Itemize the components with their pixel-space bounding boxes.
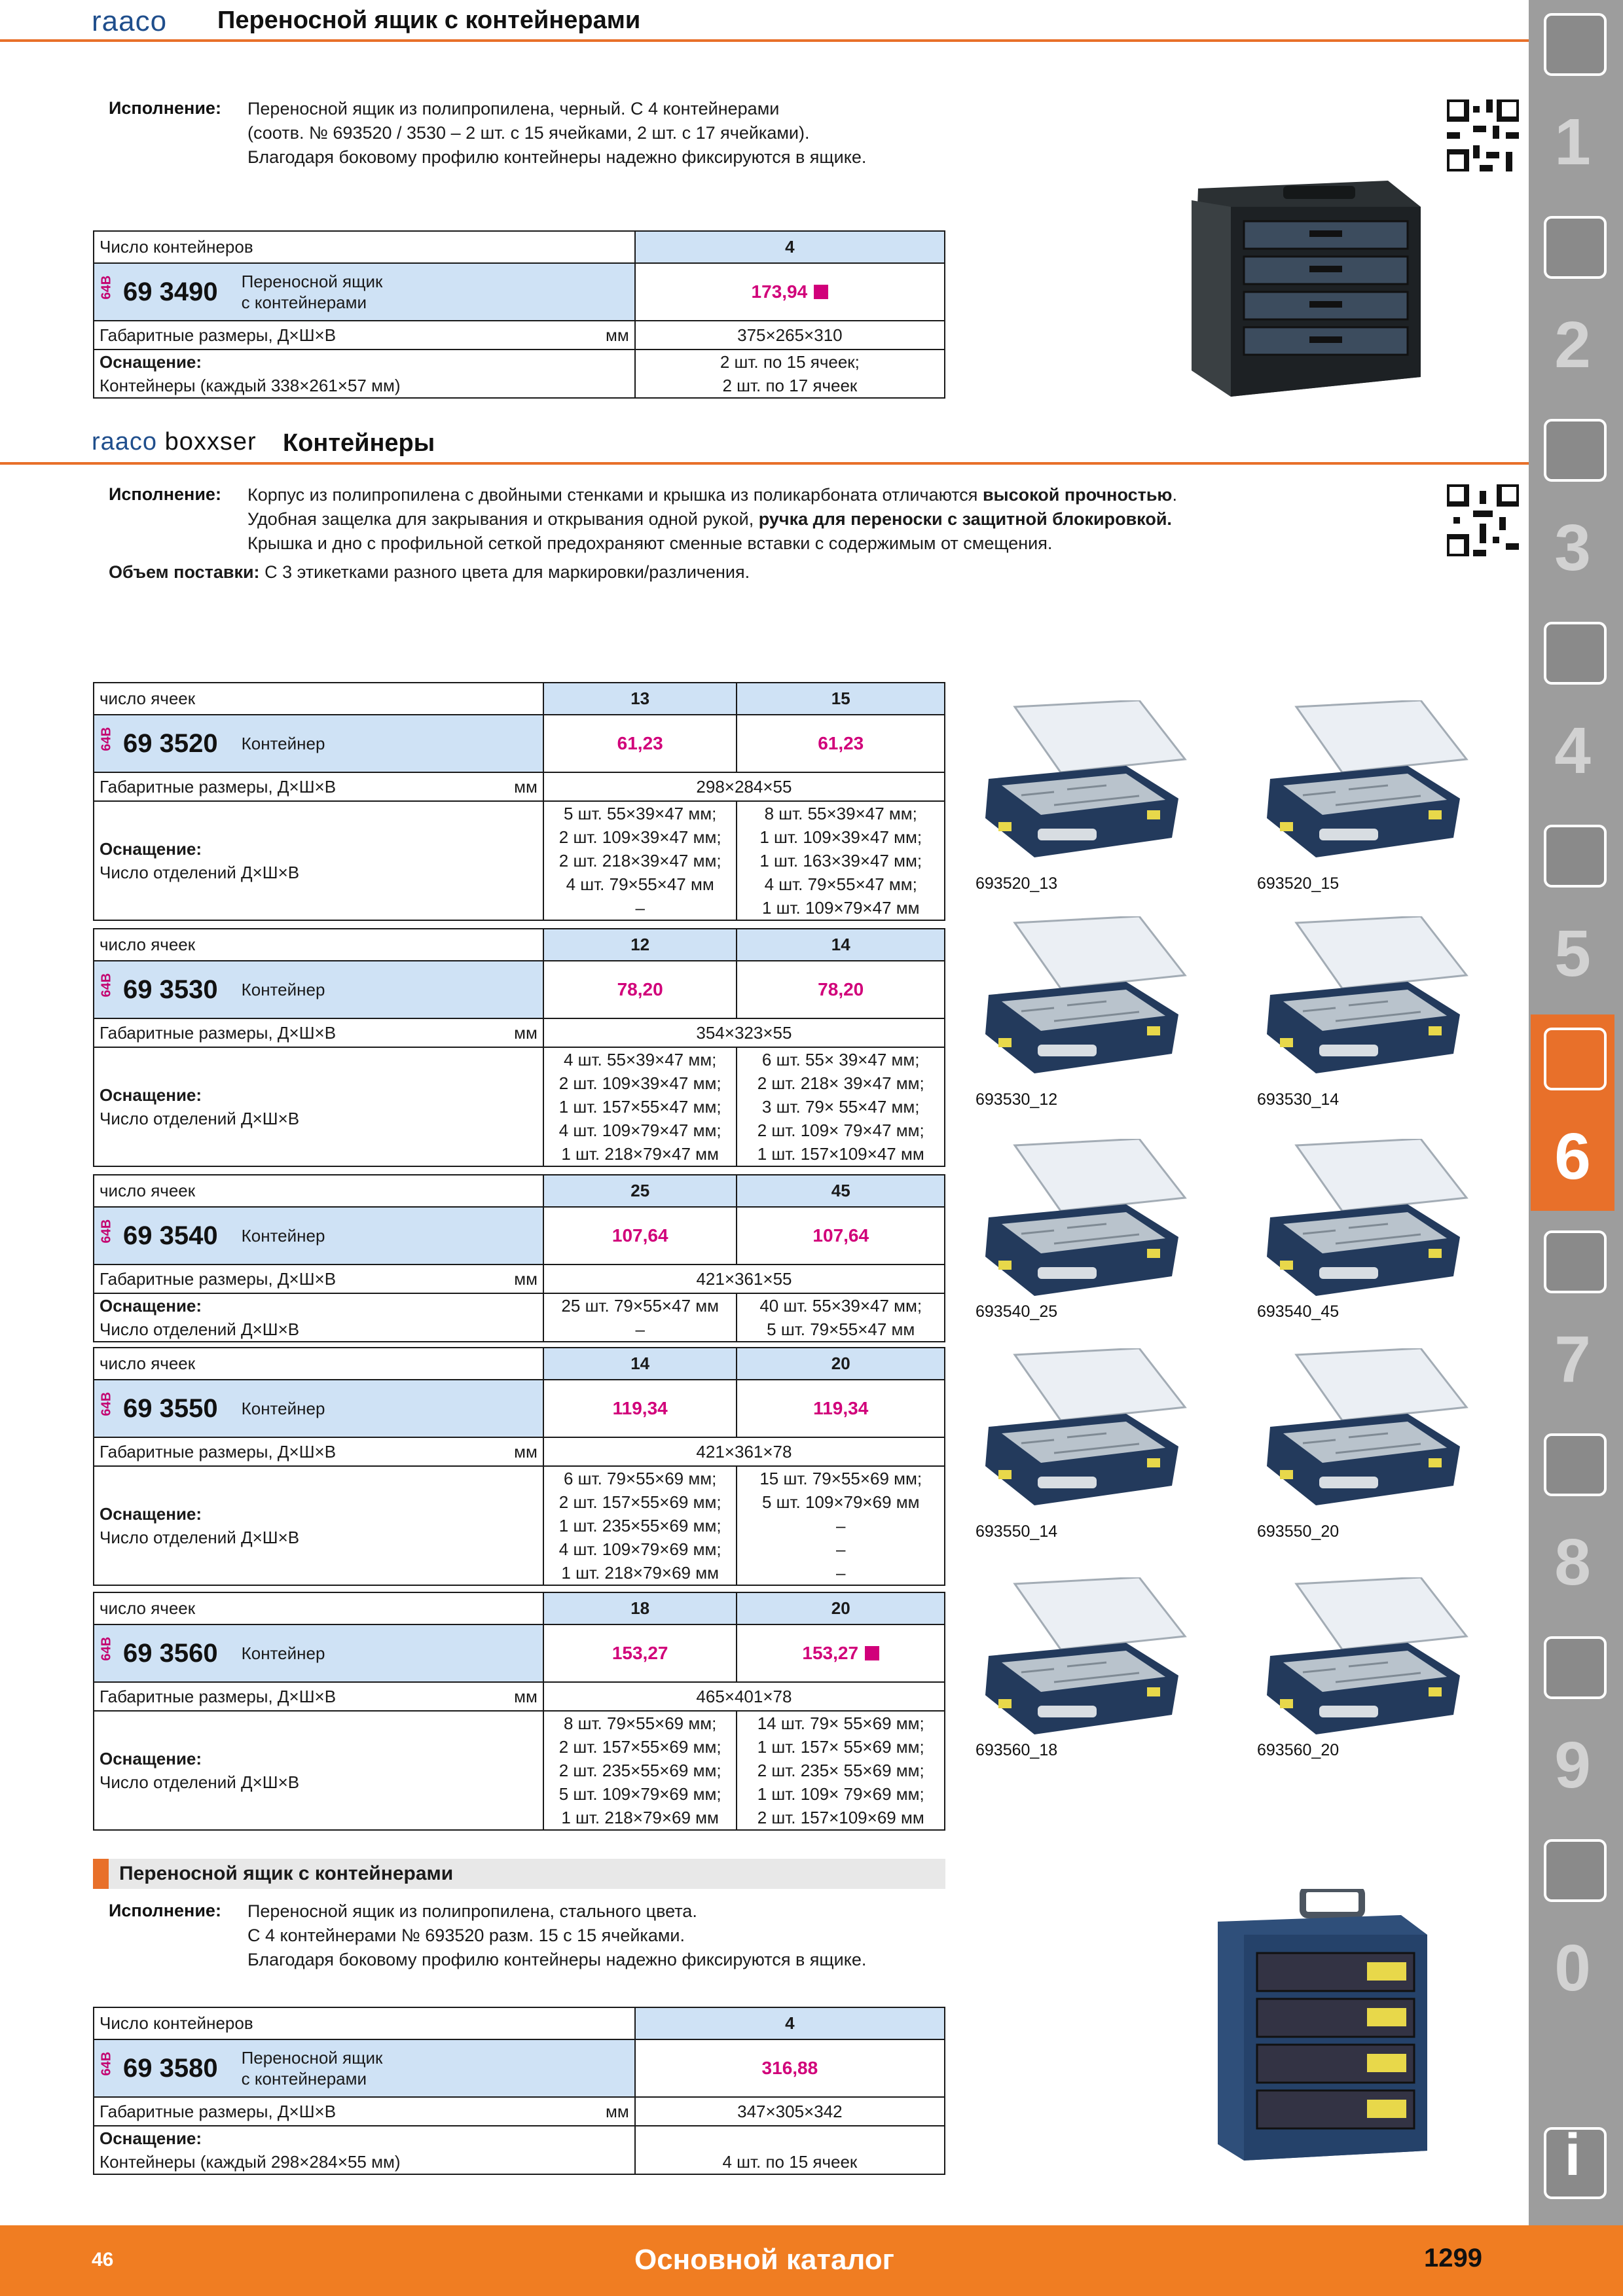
chapter-number: 4	[1554, 714, 1591, 787]
article-number: 69 3580	[123, 2053, 218, 2083]
article-cell	[94, 1207, 543, 1265]
header-value: 4	[635, 2007, 945, 2039]
section2-title: Контейнеры	[283, 429, 435, 457]
table-693560	[93, 1592, 945, 1831]
container-image	[976, 1348, 1192, 1525]
section2-exec-label: Исполнение:	[109, 484, 221, 504]
price: 316,88	[635, 2039, 945, 2097]
chapter-number: 1	[1554, 105, 1591, 179]
equipment-col-2: 15 шт. 79×55×69 мм; 5 шт. 109×79×69 мм – – –	[737, 1466, 945, 1585]
image-caption: 693540_25	[976, 1302, 1058, 1321]
chapter-icon	[1544, 622, 1607, 685]
chapter-icon	[1544, 13, 1607, 76]
footer-catalog-title: Основной каталог	[634, 2244, 894, 2276]
section3-exec-label: Исполнение:	[109, 1901, 221, 1920]
raaco-logo: raaco boxxser	[92, 428, 257, 456]
chapter-number: 6	[1554, 1120, 1591, 1193]
image-caption: 693550_20	[1257, 1522, 1340, 1541]
cells-count-1: 18	[543, 1592, 737, 1624]
header-label: число ячеек	[94, 929, 543, 961]
chapter-icon	[1544, 419, 1607, 482]
table-693580	[93, 2007, 945, 2175]
article-cell	[94, 1624, 543, 1682]
chapter-tab-9[interactable]	[1531, 1623, 1614, 1820]
chapter-icon	[1544, 825, 1607, 888]
supply-text: Объем поставки: С 3 этикетками разного цвета для маркировки/различения.	[109, 562, 750, 582]
image-caption: 693560_18	[976, 1741, 1058, 1759]
section3-exec-text: Переносной ящик из полипропилена, стального цвета. С 4 контейнерами № 693520 разм. 15 с 15 ячейками. Благодаря боковому профилю контейнеры надежно фиксируются в ящике.	[247, 1901, 867, 1969]
article-name: Контейнер	[241, 1226, 325, 1246]
dim-label-cell: Габаритные размеры, Д×Ш×В мм	[94, 321, 635, 350]
container-image	[1257, 1139, 1473, 1316]
chapter-icon	[1544, 1433, 1607, 1496]
chapter-number: 3	[1554, 511, 1591, 584]
equipment-label-cell: Оснащение: Число отделений Д×Ш×В	[94, 1466, 543, 1585]
dim-label-cell: Габаритные размеры, Д×Ш×В мм	[94, 1437, 543, 1466]
header-label: число ячеек	[94, 683, 543, 715]
container-image	[1257, 1348, 1473, 1525]
group-tag: 64B	[99, 726, 114, 751]
group-tag: 64B	[99, 1219, 114, 1243]
article-name: Контейнер	[241, 1643, 325, 1663]
equipment-col-1: 6 шт. 79×55×69 мм; 2 шт. 157×55×69 мм; 1 шт. 235×55×69 мм; 4 шт. 109×79×69 мм; 1 шт. 218×79×69 мм	[543, 1466, 737, 1585]
article-cell	[94, 715, 543, 772]
chapter-number: 9	[1554, 1729, 1591, 1802]
container-image	[976, 1577, 1192, 1754]
steel-carry-case-image	[1205, 1889, 1440, 2164]
header-label: число ячеек	[94, 1175, 543, 1207]
chapter-tab-0[interactable]	[1531, 1826, 1614, 2022]
qr-code-icon	[1447, 484, 1519, 556]
container-image	[1257, 1577, 1473, 1754]
image-caption: 693560_20	[1257, 1741, 1340, 1759]
equipment-col-2: 8 шт. 55×39×47 мм; 1 шт. 109×39×47 мм; 1 шт. 163×39×47 мм; 4 шт. 79×55×47 мм; 1 шт. 109×79×47 мм	[737, 801, 945, 920]
article-name: Контейнер	[241, 734, 325, 753]
cells-count-2: 15	[737, 683, 945, 715]
group-tag: 64B	[99, 2051, 114, 2075]
chapter-tab-2[interactable]	[1531, 203, 1614, 399]
chapter-tab-3[interactable]	[1531, 406, 1614, 602]
article-number: 69 3520	[123, 728, 218, 758]
chapter-icon	[1544, 216, 1607, 279]
equipment-label-cell: Оснащение: Контейнеры (каждый 298×284×55 мм)	[94, 2126, 635, 2174]
dim-label-cell: Габаритные размеры, Д×Ш×В мм	[94, 1265, 543, 1293]
dim-value: 375×265×310	[635, 321, 945, 350]
article-name: Переносной ящик с контейнерами	[241, 2048, 383, 2089]
price: 173,94	[751, 281, 808, 302]
group-tag: 64B	[99, 1636, 114, 1660]
image-caption: 693520_15	[1257, 874, 1340, 893]
image-caption: 693550_14	[976, 1522, 1058, 1541]
equipment-col-2: 6 шт. 55× 39×47 мм; 2 шт. 218× 39×47 мм; 3 шт. 79× 55×47 мм; 2 шт. 109× 79×47 мм; 1 шт. 157×109×47 мм	[737, 1047, 945, 1166]
section1-exec-text: Переносной ящик из полипропилена, черный. С 4 контейнерами (соотв. № 693520 / 3530 – 2 шт. с 15 ячейками, 2 шт. с 17 ячейками). Благодаря боковому профилю контейнеры надежно фиксируются в ящике.	[247, 99, 867, 167]
article-number: 69 3540	[123, 1221, 218, 1250]
chapter-number: 2	[1554, 308, 1591, 382]
cells-count-1: 14	[543, 1348, 737, 1380]
dim-value: 465×401×78	[543, 1682, 945, 1711]
dim-value: 347×305×342	[635, 2097, 945, 2126]
chapter-icon	[1544, 1839, 1607, 1902]
equipment-col-2: 40 шт. 55×39×47 мм; 5 шт. 79×55×47 мм	[737, 1293, 945, 1342]
qr-code-icon	[1447, 99, 1519, 171]
cells-count-1: 13	[543, 683, 737, 715]
equipment-value: 2 шт. по 15 ячеек; 2 шт. по 17 ячеек	[635, 350, 945, 398]
chapter-tab-5[interactable]	[1531, 812, 1614, 1008]
dim-value: 298×284×55	[543, 772, 945, 801]
header-value: 4	[635, 231, 945, 263]
equipment-col-1: 25 шт. 79×55×47 мм –	[543, 1293, 737, 1342]
chapter-number: 5	[1554, 917, 1591, 990]
black-carry-case-image	[1152, 181, 1427, 403]
container-image	[976, 916, 1192, 1093]
dim-value: 354×323×55	[543, 1018, 945, 1047]
section3-title: Переносной ящик с контейнерами	[119, 1863, 454, 1884]
price-1: 153,27	[543, 1624, 737, 1682]
chapter-tab-6[interactable]	[1531, 1014, 1614, 1211]
equipment-label-cell: Оснащение: Контейнеры (каждый 338×261×57 мм)	[94, 350, 635, 398]
new-marker-icon	[814, 285, 828, 299]
article-cell	[94, 1380, 543, 1437]
group-tag: 64B	[99, 973, 114, 997]
equipment-label-cell: Оснащение: Число отделений Д×Ш×В	[94, 1047, 543, 1166]
header-label: число ячеек	[94, 1592, 543, 1624]
price-2: 107,64	[737, 1207, 945, 1265]
header-label: Число контейнеров	[94, 2007, 635, 2039]
dim-label-cell: Габаритные размеры, Д×Ш×В мм	[94, 1682, 543, 1711]
cells-count-2: 20	[737, 1592, 945, 1624]
price-cell	[635, 263, 945, 321]
page-number: 1299	[1424, 2244, 1482, 2272]
new-marker-icon	[865, 1646, 879, 1660]
container-image	[976, 1139, 1192, 1316]
equipment-label-cell: Оснащение: Число отделений Д×Ш×В	[94, 801, 543, 920]
chapter-number: 8	[1554, 1526, 1591, 1599]
section2-exec-text: Корпус из полипропилена с двойными стенками и крышка из поликарбоната отличаются высокой прочностью. Удобная защелка для закрывания и открывания одной рукой, ручка для переноски с защитной блокировкой. Крышка и дно с профильной сеткой предохраняют сменные вставки с содержимым от смещения.	[247, 485, 1178, 553]
dim-value: 421×361×55	[543, 1265, 945, 1293]
article-cell	[94, 2039, 635, 2097]
image-caption: 693530_12	[976, 1090, 1058, 1109]
container-image	[1257, 700, 1473, 877]
chapter-icon	[1544, 1636, 1607, 1699]
container-image	[976, 700, 1192, 877]
section1-exec-label: Исполнение:	[109, 98, 221, 118]
table-693540	[93, 1174, 945, 1342]
article-name: Контейнер	[241, 980, 325, 999]
article-number: 69 3560	[123, 1638, 218, 1668]
cells-count-1: 12	[543, 929, 737, 961]
chapter-icon	[1544, 1028, 1607, 1090]
section1-header	[0, 0, 1529, 42]
chapter-number: 7	[1554, 1323, 1591, 1396]
chapter-tab-1[interactable]	[1531, 0, 1614, 196]
table-693490	[93, 230, 945, 399]
header-label: Число контейнеров	[94, 231, 635, 263]
article-number: 69 3530	[123, 975, 218, 1004]
price-1: 61,23	[543, 715, 737, 772]
equipment-value: 4 шт. по 15 ячеек	[635, 2126, 945, 2174]
price-1: 107,64	[543, 1207, 737, 1265]
section3-header	[93, 1859, 945, 1889]
article-number: 69 3550	[123, 1393, 218, 1423]
dim-label-cell: Габаритные размеры, Д×Ш×В мм	[94, 1018, 543, 1047]
image-caption: 693520_13	[976, 874, 1058, 893]
header-label: число ячеек	[94, 1348, 543, 1380]
cells-count-2: 14	[737, 929, 945, 961]
chapter-tab-7[interactable]	[1531, 1217, 1614, 1414]
table-693550	[93, 1347, 945, 1586]
price-2: 61,23	[737, 715, 945, 772]
cells-count-2: 20	[737, 1348, 945, 1380]
dim-value: 421×361×78	[543, 1437, 945, 1466]
equipment-label-cell: Оснащение: Число отделений Д×Ш×В	[94, 1711, 543, 1830]
article-cell	[94, 961, 543, 1018]
table-693520	[93, 682, 945, 921]
dim-label-cell: Габаритные размеры, Д×Ш×В мм	[94, 2097, 635, 2126]
chapter-tab-4[interactable]	[1531, 609, 1614, 805]
article-cell	[94, 263, 635, 321]
price-2: 78,20	[737, 961, 945, 1018]
chapter-tab-8[interactable]	[1531, 1420, 1614, 1617]
section2-header	[0, 423, 1529, 465]
info-label: i	[1564, 2123, 1581, 2188]
price-2: 153,27	[737, 1624, 945, 1682]
chapter-tab-info[interactable]	[1531, 2088, 1614, 2245]
article-number: 69 3490	[123, 277, 218, 306]
price-1: 78,20	[543, 961, 737, 1018]
article-name: Контейнер	[241, 1399, 325, 1418]
footer	[0, 2225, 1623, 2296]
group-tag: 64B	[99, 1391, 114, 1416]
article-name: Переносной ящик с контейнерами	[241, 272, 383, 312]
footer-left-number: 46	[92, 2249, 114, 2270]
cells-count-2: 45	[737, 1175, 945, 1207]
table-693530	[93, 928, 945, 1167]
equipment-col-1: 4 шт. 55×39×47 мм; 2 шт. 109×39×47 мм; 1 шт. 157×55×47 мм; 4 шт. 109×79×47 мм; 1 шт. 218×79×47 мм	[543, 1047, 737, 1166]
cells-count-1: 25	[543, 1175, 737, 1207]
group-tag: 64B	[99, 275, 114, 299]
section1-title: Переносной ящик с контейнерами	[217, 7, 641, 34]
equipment-col-1: 5 шт. 55×39×47 мм; 2 шт. 109×39×47 мм; 2 шт. 218×39×47 мм; 4 шт. 79×55×47 мм –	[543, 801, 737, 920]
equipment-label-cell: Оснащение: Число отделений Д×Ш×В	[94, 1293, 543, 1342]
image-caption: 693530_14	[1257, 1090, 1340, 1109]
equipment-col-1: 8 шт. 79×55×69 мм; 2 шт. 157×55×69 мм; 2 шт. 235×55×69 мм; 5 шт. 109×79×69 мм; 1 шт. 218×79×69 мм	[543, 1711, 737, 1830]
price-2: 119,34	[737, 1380, 945, 1437]
chapter-number: 0	[1554, 1931, 1591, 2005]
container-image	[1257, 916, 1473, 1093]
chapter-icon	[1544, 1230, 1607, 1293]
image-caption: 693540_45	[1257, 1302, 1340, 1321]
equipment-col-2: 14 шт. 79× 55×69 мм; 1 шт. 157× 55×69 мм; 2 шт. 235× 55×69 мм; 1 шт. 109× 79×69 мм; 2 шт. 157×109×69 мм	[737, 1711, 945, 1830]
raaco-logo: raaco	[92, 5, 168, 37]
price-1: 119,34	[543, 1380, 737, 1437]
dim-label-cell: Габаритные размеры, Д×Ш×В мм	[94, 772, 543, 801]
